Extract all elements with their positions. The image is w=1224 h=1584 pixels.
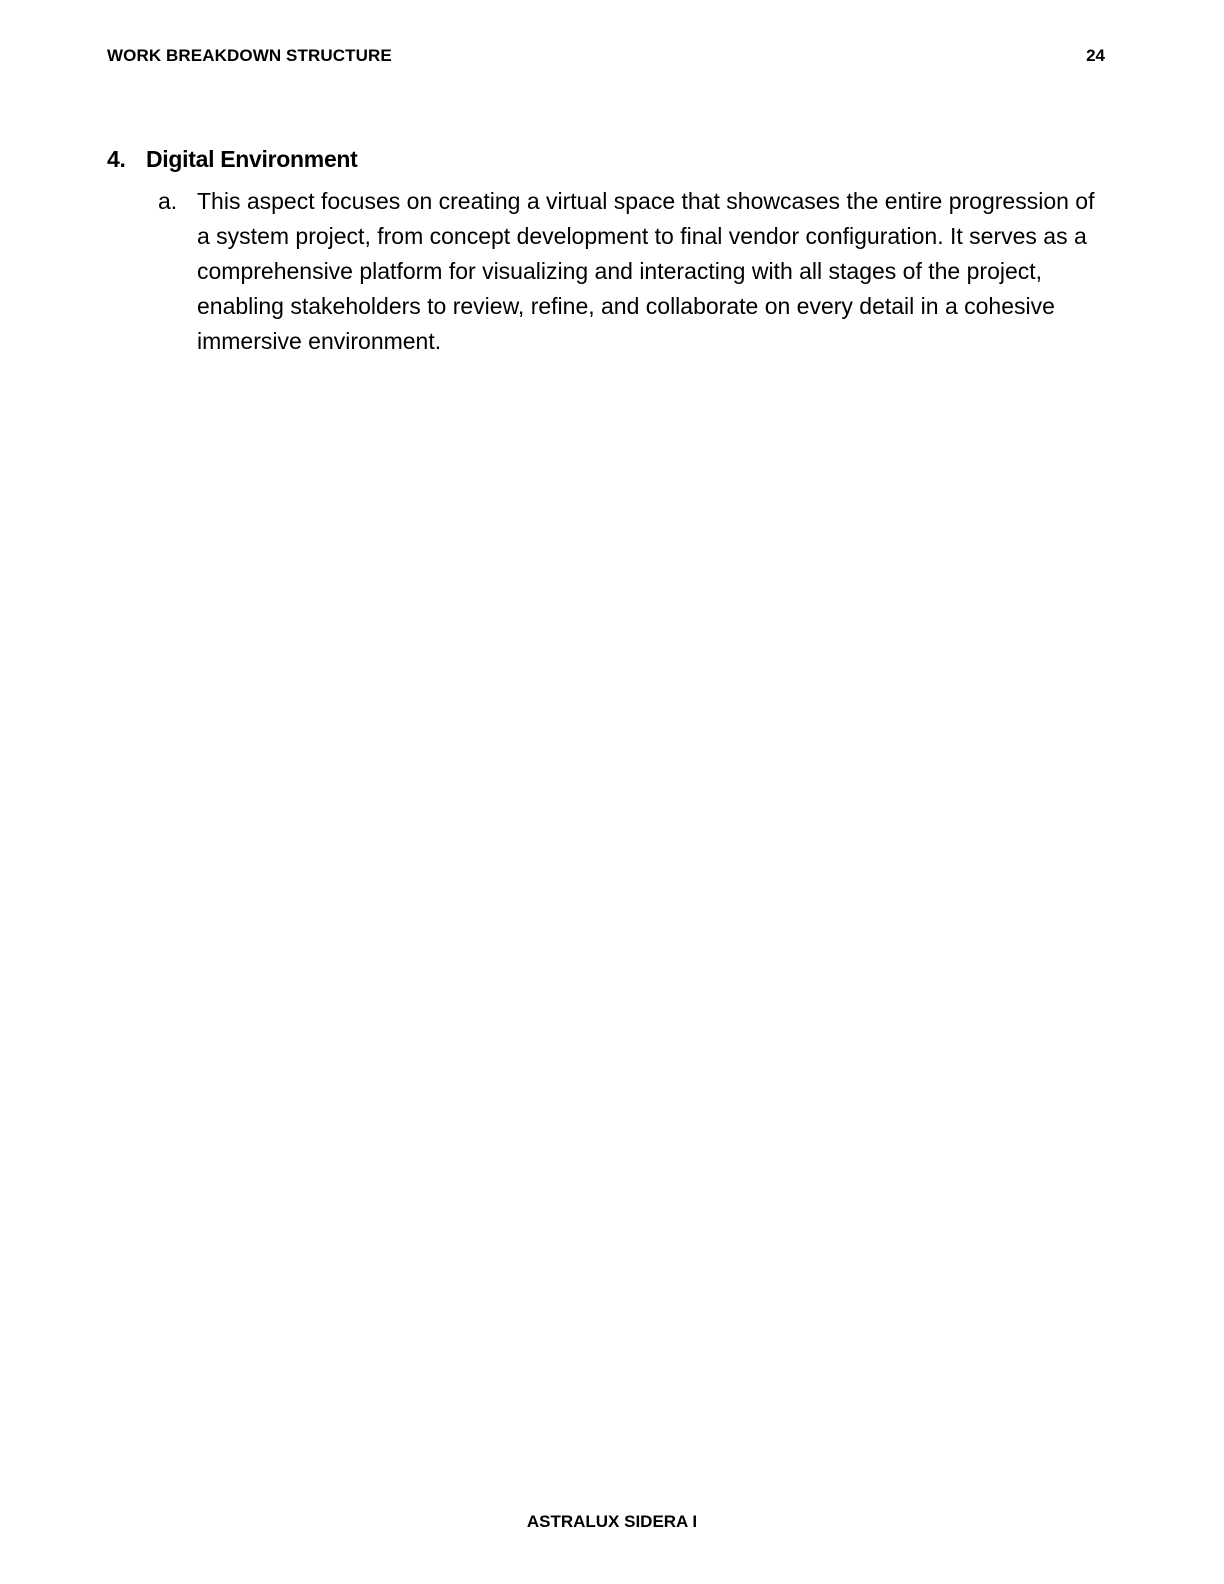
running-header-title: WORK BREAKDOWN STRUCTURE bbox=[107, 46, 392, 65]
list-item bbox=[158, 184, 1107, 359]
page-number: 24 bbox=[1086, 46, 1105, 65]
section-title: Digital Environment bbox=[146, 146, 358, 172]
section-number: 4. bbox=[107, 146, 126, 172]
section-heading bbox=[107, 146, 1107, 173]
footer-text: ASTRALUX SIDERA I bbox=[526, 1512, 698, 1531]
list-marker: a. bbox=[158, 188, 178, 214]
list-item-text: This aspect focuses on creating a virtual space that showcases the entire progression of a system project, from concept development to final vendor configuration. It serves as a comprehensive platform for visualizing and interacting with all stages of the project, enabling stakeholders to review, refine, and collaborate on every detail in a cohesive immersive environment. bbox=[197, 188, 1095, 354]
section-digital-environment bbox=[107, 146, 1107, 359]
